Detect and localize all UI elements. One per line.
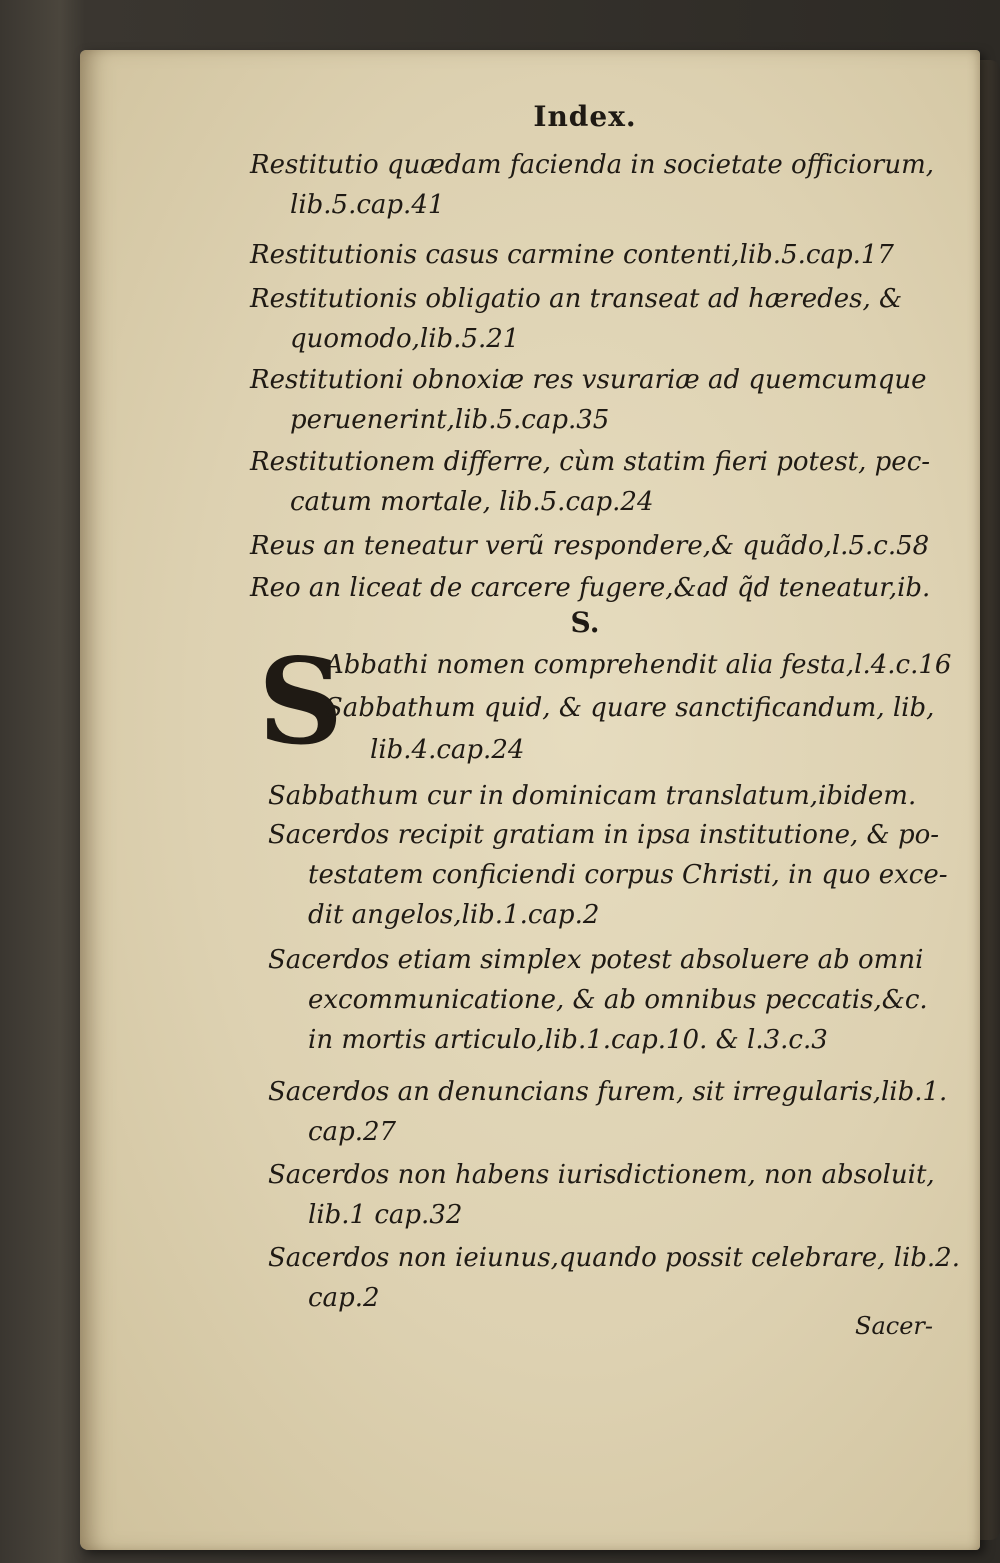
index-entry: Restitutio quædam facienda in societate officiorum, lib.5.cap.41 [250,150,935,220]
index-entry: Abbathi nomen comprehendit alia festa,l.4.c.16 [325,650,952,680]
index-entry: Sabbathum cur in dominicam translatum,ibidem. [268,781,917,811]
index-entry: Restitutionem differre, cùm statim fieri potest, pec- catum mortale, lib.5.cap.24 [250,447,931,517]
running-head: Index. [533,100,637,133]
index-entry: Reus an teneatur verũ respondere,& quãdo,l.5.c.58 [250,531,930,561]
index-entry: Restitutioni obnoxiæ res vsurariæ ad quemcumque peruenerint,lib.5.cap.35 [250,365,927,435]
index-entry: Restitutionis casus carmine contenti,lib.5.cap.17 [250,240,894,270]
index-entry: Sacerdos etiam simplex potest absoluere ab omni excommunicatione, & ab omnibus peccatis,&c. in mortis articulo,lib.1.cap.10. & l.3.c.3 [268,945,928,1055]
section-letter: S. [570,606,600,639]
index-entry: Sacerdos an denuncians furem, sit irregularis,lib.1. cap.27 [268,1077,948,1147]
index-entry: Sacerdos non habens iurisdictionem, non absoluit, lib.1 cap.32 [268,1160,935,1230]
index-entry-continuation: lib.4.cap.24 [370,735,525,765]
index-entry: Restitutionis obligatio an transeat ad hæredes, & quomodo,lib.5.21 [250,284,903,354]
index-entry: Sabbathum quid, & quare sanctificandum, lib, [325,693,935,723]
index-entry: Sacerdos recipit gratiam in ipsa institutione, & po- testatem conficiendi corpus Christi, in quo exce- dit angelos,lib.1.cap.2 [268,820,948,930]
drop-cap: S [258,632,344,771]
index-entry: Reo an liceat de carcere fugere,&ad q̃d teneatur,ib. [250,573,931,603]
catchword: Sacer- [855,1312,933,1340]
index-entry: Sacerdos non ieiunus,quando possit celebrare, lib.2. cap.2 [268,1243,960,1313]
